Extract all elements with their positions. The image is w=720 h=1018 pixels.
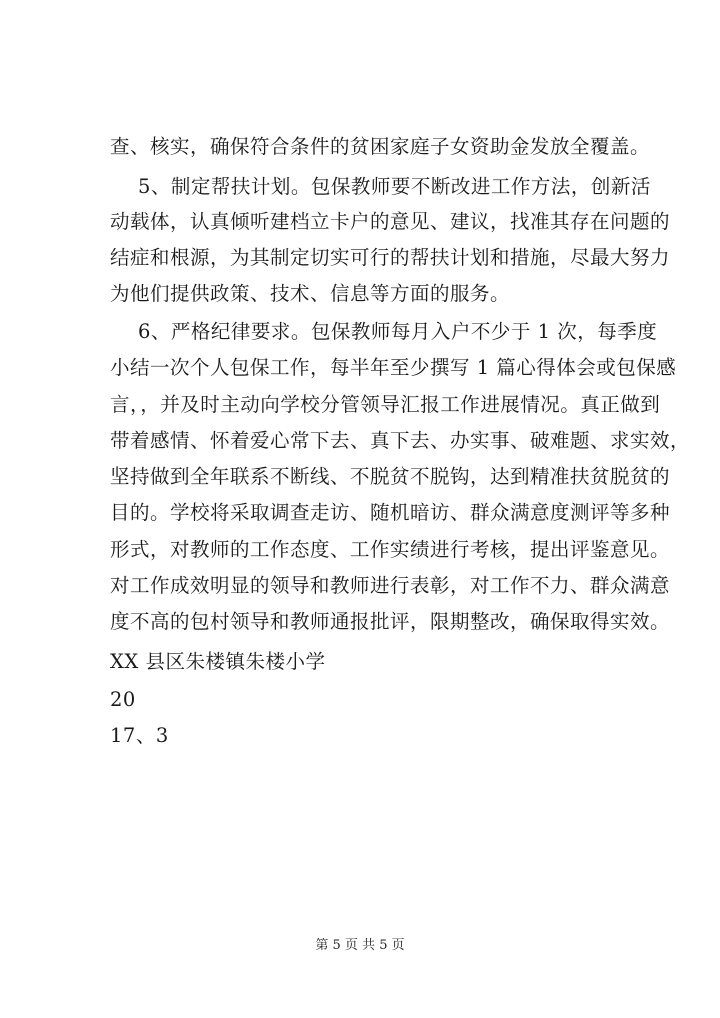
body-text-line: 坚持做到全年联系不断线、不脱贫不脱钩，达到精准扶贫脱贫的 xyxy=(110,465,671,488)
body-text-line: 动载体，认真倾听建档立卡户的意见、建议，找准其存在问题的 xyxy=(110,210,671,233)
signature-date-part1: 20 xyxy=(110,688,136,711)
body-text-line: 言，，并及时主动向学校分管领导汇报工作进展情况。真正做到 xyxy=(110,393,661,416)
body-text-line: 带着感情、怀着爱心常下去、真下去、办实事、破难题、求实效， xyxy=(110,429,691,452)
page-footer: 第 5 页 共 5 页 xyxy=(315,938,405,953)
item6-heading-line: 6、严格纪律要求。包保教师每月入户不少于 1 次，每季度 xyxy=(138,320,658,343)
body-text-line: 目的。学校将采取调查走访、随机暗访、群众满意度测评等多种 xyxy=(110,501,671,524)
body-text-line: 结症和根源，为其制定切实可行的帮扶计划和措施，尽最大努力 xyxy=(110,246,671,269)
item5-heading-line: 5、制定帮扶计划。包保教师要不断改进工作方法，创新活 xyxy=(138,175,651,198)
body-text-line: 度不高的包村领导和教师通报批评，限期整改，确保取得实效。 xyxy=(110,610,671,633)
body-text-line: 为他们提供政策、技术、信息等方面的服务。 xyxy=(110,282,511,305)
body-text-line: 小结一次个人包保工作，每半年至少撰写 1 篇心得体会或包保感 xyxy=(110,356,677,379)
body-text-line: 查、核实，确保符合条件的贫困家庭子女资助金发放全覆盖。 xyxy=(110,135,651,158)
body-text-line: 对工作成效明显的领导和教师进行表彰，对工作不力、群众满意 xyxy=(110,574,671,597)
body-text-line: 形式，对教师的工作态度、工作实绩进行考核，提出评鉴意见。 xyxy=(110,538,671,561)
signature-organization: XX 县区朱楼镇朱楼小学 xyxy=(110,650,326,673)
signature-date-part2: 17、3 xyxy=(110,724,169,747)
